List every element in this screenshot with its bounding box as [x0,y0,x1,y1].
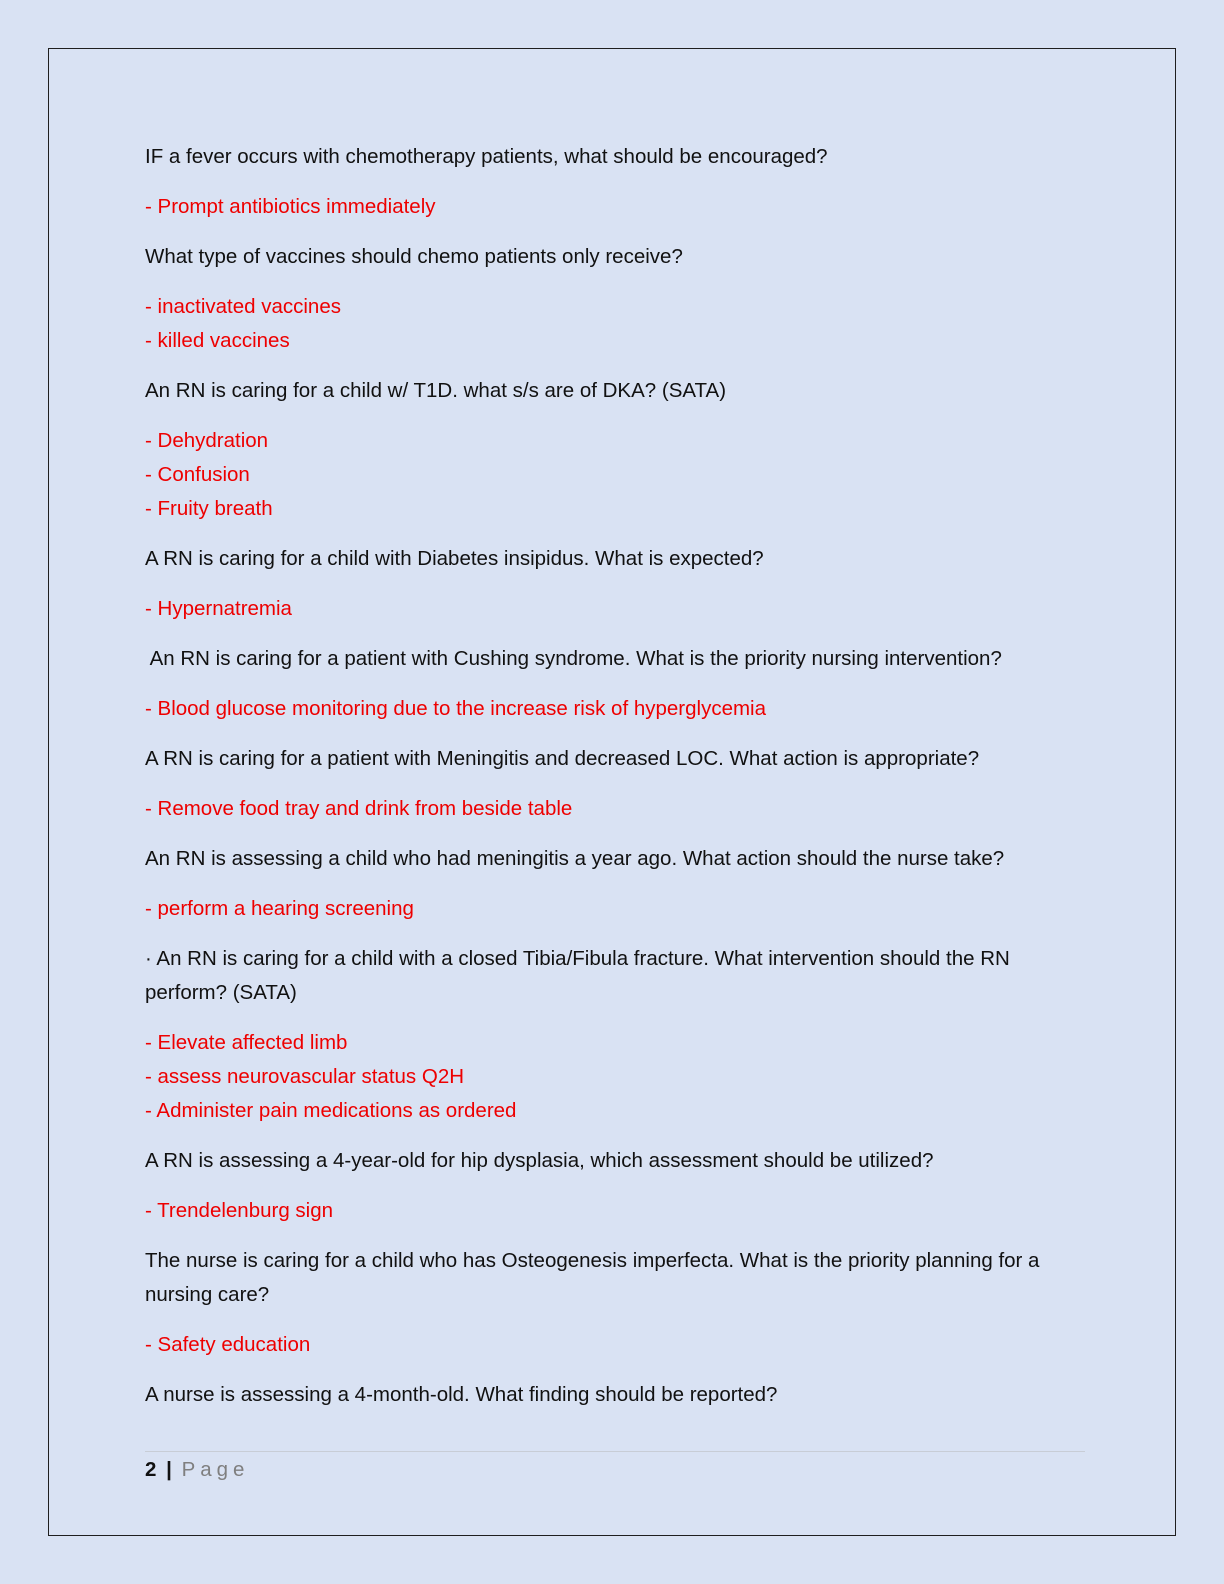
footer-divider [145,1451,1085,1452]
answer-group [145,692,1085,726]
question-text: A RN is assessing a 4-year-old for hip dysplasia, which assessment should be utilized? [145,1149,934,1172]
answer-text: - Fruity breath [145,497,273,520]
document-body [145,140,1085,1428]
answer-text: - assess neurovascular status Q2H [145,1065,465,1088]
answer-text: - Administer pain medications as ordered [145,1099,517,1122]
qa-item-8 [145,942,1085,1128]
qa-item-10 [145,1244,1085,1362]
answer-group [145,190,1085,224]
question-text: An RN is assessing a child who had meningitis a year ago. What action should the nurse take? [145,847,1005,870]
question-text: An RN is caring for a patient with Cushing syndrome. What is the priority nursing intervention? [145,647,1002,670]
qa-item-3 [145,374,1085,526]
qa-item-7 [145,842,1085,926]
answer-group [145,1194,1085,1228]
page-footer [145,1455,249,1485]
answer-group [145,424,1085,526]
question-text: · An RN is caring for a child with a closed Tibia/Fibula fracture. What intervention should the RN perform? (SATA) [145,947,1010,1004]
question-text: The nurse is caring for a child who has Osteogenesis imperfecta. What is the priority planning for a nursing care? [145,1249,1040,1306]
qa-item-2 [145,240,1085,358]
question-text: A nurse is assessing a 4-month-old. What finding should be reported? [145,1383,778,1406]
answer-text: - killed vaccines [145,329,290,352]
qa-item-6 [145,742,1085,826]
answer-text: - Dehydration [145,429,269,452]
question-text: IF a fever occurs with chemotherapy patients, what should be encouraged? [145,145,828,168]
footer-separator: | [166,1458,172,1481]
answer-group [145,1328,1085,1362]
answer-text: - Blood glucose monitoring due to the increase risk of hyperglycemia [145,697,767,720]
question-text: What type of vaccines should chemo patients only receive? [145,245,683,268]
answer-text: - Safety education [145,1333,311,1356]
qa-item-1 [145,140,1085,224]
qa-item-11 [145,1378,1085,1412]
answer-text: - Elevate affected limb [145,1031,348,1054]
question-text: An RN is caring for a child w/ T1D. what s/s are of DKA? (SATA) [145,379,727,402]
answer-text: - Confusion [145,463,250,486]
answer-group [145,290,1085,358]
page-label: Page [181,1458,250,1481]
answer-group [145,792,1085,826]
answer-text: - Remove food tray and drink from beside table [145,797,573,820]
question-text: A RN is caring for a child with Diabetes insipidus. What is expected? [145,547,764,570]
answer-group [145,892,1085,926]
qa-item-5 [145,642,1085,726]
qa-item-9 [145,1144,1085,1228]
answer-group [145,592,1085,626]
answer-group [145,1026,1085,1128]
page-number: 2 [145,1458,157,1481]
answer-text: - Trendelenburg sign [145,1199,334,1222]
question-text: A RN is caring for a patient with Meningitis and decreased LOC. What action is appropriate? [145,747,980,770]
answer-text: - perform a hearing screening [145,897,414,920]
qa-item-4 [145,542,1085,626]
answer-text: - inactivated vaccines [145,295,341,318]
answer-text: - Hypernatremia [145,597,292,620]
answer-text: - Prompt antibiotics immediately [145,195,436,218]
